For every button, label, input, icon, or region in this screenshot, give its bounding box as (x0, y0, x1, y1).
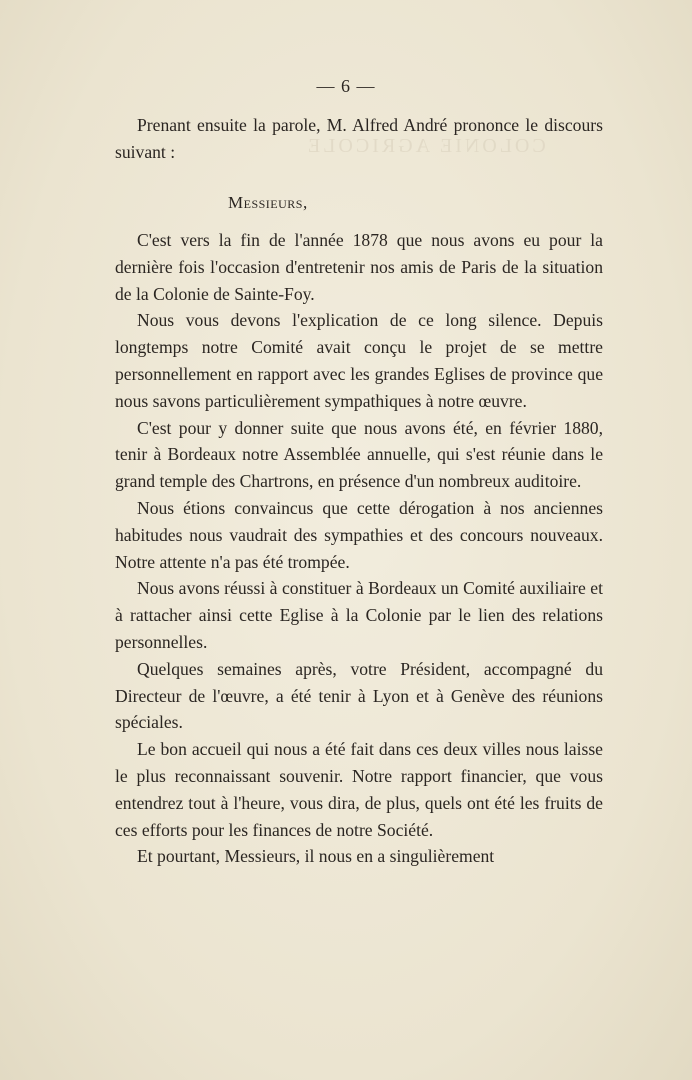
paragraph: Nous vous devons l'explication de ce long silence. Depuis longtemps notre Comité avait conçu le projet de se mettre personnellement en rapport avec les grandes Eglises de province que nous savons particulièrement sympathiques à notre œuvre. (115, 310, 603, 411)
intro-paragraph-block (115, 112, 603, 166)
page-number: — 6 — (316, 76, 376, 96)
paragraph: Nous avons réussi à constituer à Bordeaux un Comité auxiliaire et à rattacher ainsi cette Eglise à la Colonie par le lien des relations personnelles. (115, 578, 603, 652)
paragraph: Le bon accueil qui nous a été fait dans ces deux villes nous laisse le plus reconnaissant souvenir. Notre rapport financier, que vous entendrez tout à l'heure, vous dira, de plus, quels ont été les fruits de ces efforts pour les finances de notre Société. (115, 739, 603, 840)
paragraph: Et pourtant, Messieurs, il nous en a singulièrement (137, 846, 495, 867)
speech-body (115, 227, 603, 870)
paragraph: C'est vers la fin de l'année 1878 que nous avons eu pour la dernière fois l'occasion d'entretenir nos amis de Paris de la situation de la Colonie de Sainte-Foy. (115, 230, 603, 304)
intro-paragraph: Prenant ensuite la parole, M. Alfred André prononce le discours suivant : (115, 115, 603, 162)
salutation: Messieurs, (228, 193, 308, 212)
paragraph: C'est pour y donner suite que nous avons été, en février 1880, tenir à Bordeaux notre Assemblée annuelle, qui s'est réunie dans le grand temple des Chartrons, en présence d'un nombreux auditoire. (115, 417, 603, 492)
paragraph: Nous étions convaincus que cette dérogation à nos anciennes habitudes nous vaudrait des sympathies et des concours nouveaux. Notre attente n'a pas été trompée. (115, 497, 603, 572)
paragraph: Quelques semaines après, votre Président, accompagné du Directeur de l'œuvre, a été tenir à Lyon et à Genève des réunions spéciales. (115, 658, 603, 733)
show-through-text-decoration: COLONIE AGRICOLE (305, 135, 546, 157)
